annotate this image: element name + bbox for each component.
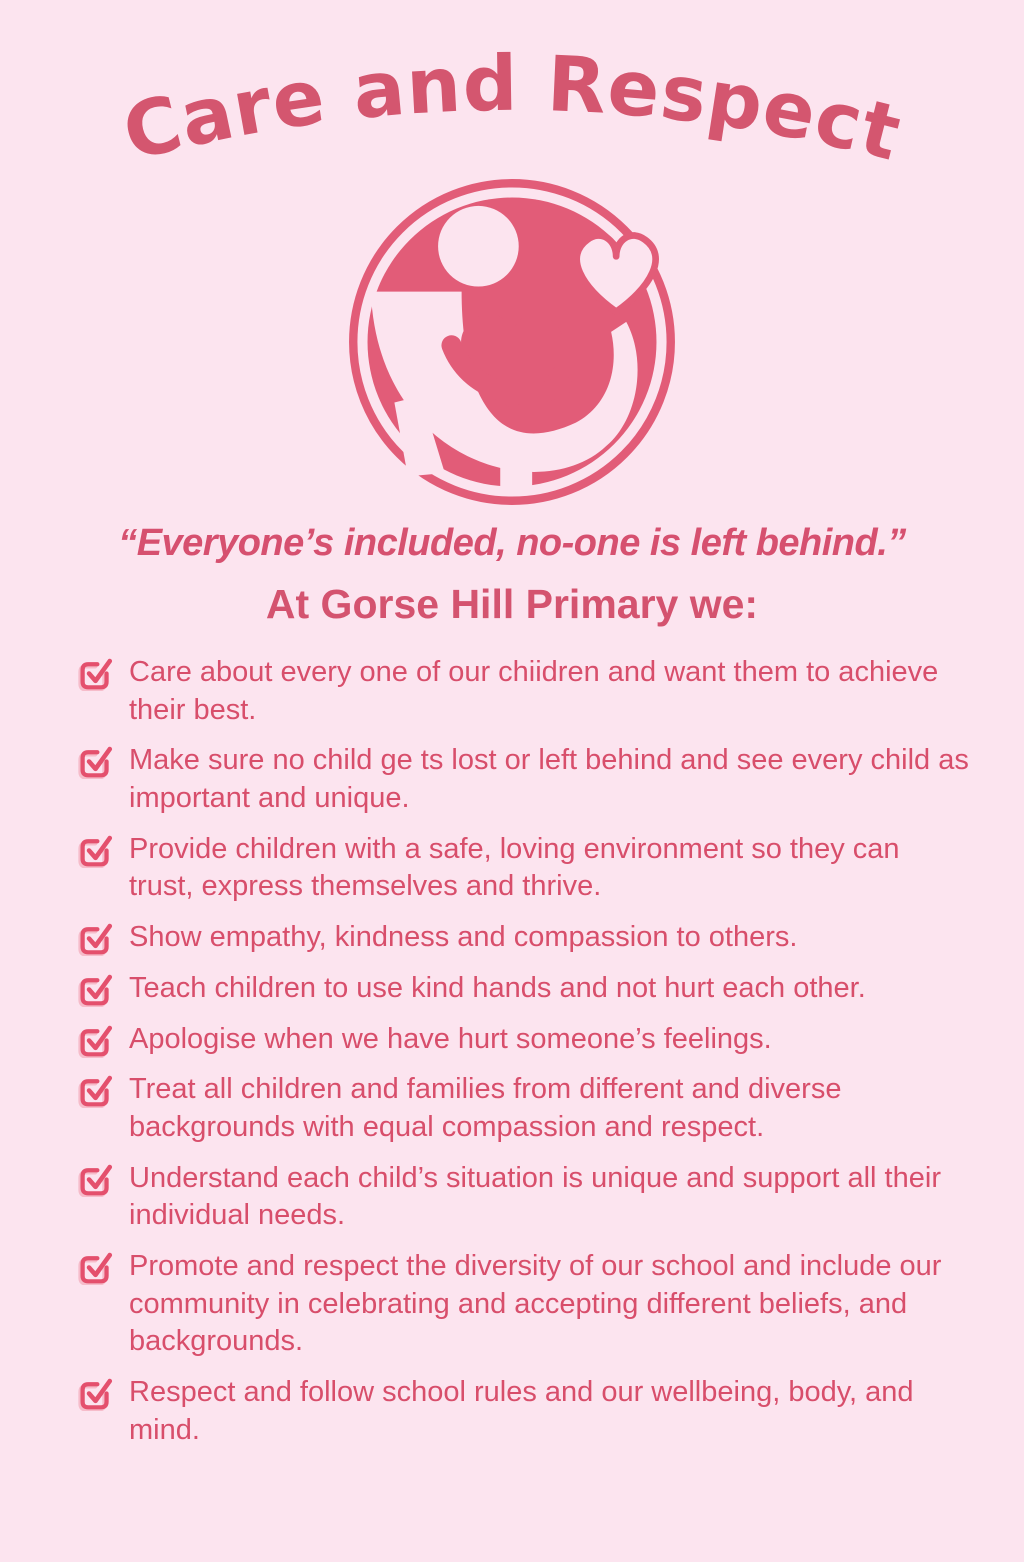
list-item-text: Care about every one of our chiidren and want them to achieve their best. [129,656,939,726]
list-item-text: Understand each child’s situation is unique and support all their individual needs. [129,1161,941,1232]
list-item [78,1374,976,1449]
checkbox-check-icon [78,1376,113,1411]
list-item-text: Teach children to use kind hands and not hurt each other. [129,971,866,1004]
list-item-text: Treat all children and families from different and diverse backgrounds with equal compassion and respect. [129,1073,842,1143]
list-item [78,1248,976,1361]
checkbox-check-icon [78,921,113,956]
list-item-text: Provide children with a safe, loving environment so they can trust, express themselves and thrive. [129,832,900,903]
list-item-text: Promote and respect the diversity of our school and include our community in celebrating and accepting different beliefs, and backgrounds. [129,1249,942,1358]
checkbox-check-icon [78,1250,113,1285]
list-item [78,654,976,729]
list-item-text: Apologise when we have hurt someone’s feelings. [129,1022,772,1055]
quote: “Everyone’s included, no-one is left behind.” [118,522,906,564]
checkbox-check-icon [78,1162,113,1197]
values-list [0,654,1024,1449]
checkbox-check-icon [78,656,113,691]
svg-text:Care and Respect [115,39,910,178]
list-item-text: Make sure no child ge ts lost or left behind and see every child as important and unique. [129,744,969,815]
list-item [78,970,976,1008]
list-item [78,1160,976,1235]
list-heading: At Gorse Hill Primary we: [265,581,759,627]
list-item [78,742,976,817]
list-item-text: Respect and follow school rules and our wellbeing, body, and mind. [129,1376,914,1446]
poster-title [72,26,952,188]
care-heart-logo [344,174,680,510]
checkbox-check-icon [78,833,113,868]
care-respect-poster [0,26,1024,1562]
list-item [78,919,976,957]
checkbox-check-icon [78,972,113,1007]
list-item [78,1021,976,1059]
poster-page [0,26,1024,1562]
checkbox-check-icon [78,1073,113,1108]
logo-head [438,206,519,287]
checkbox-check-icon [78,744,113,779]
list-item-text: Show empathy, kindness and compassion to others. [129,921,798,954]
list-item [78,1071,976,1146]
checkbox-check-icon [78,1023,113,1058]
poster-title-text: Care and Respect [114,38,910,178]
logo-notch-cut [500,443,532,493]
list-item [78,831,976,906]
